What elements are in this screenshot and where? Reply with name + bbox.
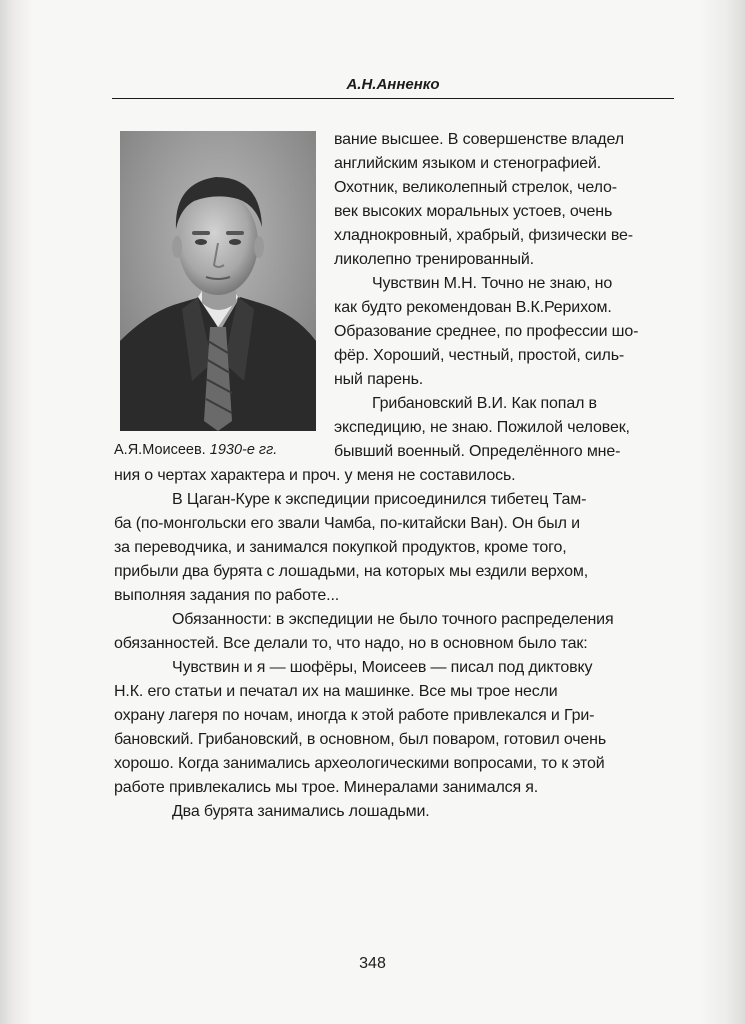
text-line: Чувствин М.Н. Точно не знаю, но (372, 275, 613, 292)
text-line: бановский. Грибановский, в основном, был поваром, готовил очень (114, 731, 607, 748)
text-line: Грибановский В.И. Как попал в (372, 395, 597, 412)
text-line: Охотник, великолепный стрелок, чело- (334, 179, 617, 196)
caption-name: А.Я.Моисеев. (114, 442, 206, 458)
text-line: ный парень. (334, 371, 424, 388)
text-line: ба (по-монгольски его звали Чамба, по-китайски Ван). Он был и (114, 515, 580, 532)
text-line: как будто рекомендован В.К.Рерихом. (334, 299, 612, 316)
text-line: хладнокровный, храбрый, физически ве- (334, 227, 633, 244)
text-line: ния о чертах характера и проч. у меня не составилось. (114, 467, 516, 484)
text-line: работе привлекались мы трое. Минералами занимался я. (114, 779, 539, 796)
text-line: фёр. Хороший, честный, простой, силь- (334, 347, 625, 364)
text-line: век высоких моральных устоев, очень (334, 203, 613, 220)
text-line: Образование среднее, по профессии шо- (334, 323, 639, 340)
text-line: ликолепно тренированный. (334, 251, 534, 268)
text-line: выполняя задания по работе... (114, 587, 340, 604)
text-line: Чувствин и я — шофёры, Моисеев — писал под диктовку (172, 659, 593, 676)
text-line: английским языком и стенографией. (334, 155, 602, 172)
portrait-illustration (120, 131, 316, 431)
text-line: экспедицию, не знаю. Пожилой человек, (334, 419, 630, 436)
text-line: Н.К. его статьи и печатал их на машинке. Все мы трое несли (114, 683, 558, 700)
photo-caption (114, 438, 324, 462)
text-line: прибыли два бурята с лошадьми, на которых мы ездили верхом, (114, 563, 589, 580)
caption-years: 1930-е гг. (209, 442, 278, 458)
text-line: бывший военный. Определённого мне- (334, 443, 621, 460)
text-line: Два бурята занимались лошадьми. (172, 803, 430, 820)
page-number: 348 (359, 955, 386, 972)
text-line: В Цаган-Куре к экспедиции присоединился тибетец Там- (172, 491, 587, 508)
text-line: охрану лагеря по ночам, иногда к этой работе привлекался и Гри- (114, 707, 595, 724)
text-line: хорошо. Когда занимались археологическими вопросами, то к этой (114, 755, 605, 772)
text-line: Обязанности: в экспедиции не было точного распределения (172, 611, 614, 628)
text-line: за переводчика, и занимался покупкой продуктов, кроме того, (114, 539, 567, 556)
running-header: А.Н.Анненко (112, 74, 674, 99)
text-line: обязанностей. Все делали то, что надо, но в основном было так: (114, 635, 588, 652)
text-line: вание высшее. В совершенстве владел (334, 131, 624, 148)
portrait-photo (120, 131, 316, 431)
